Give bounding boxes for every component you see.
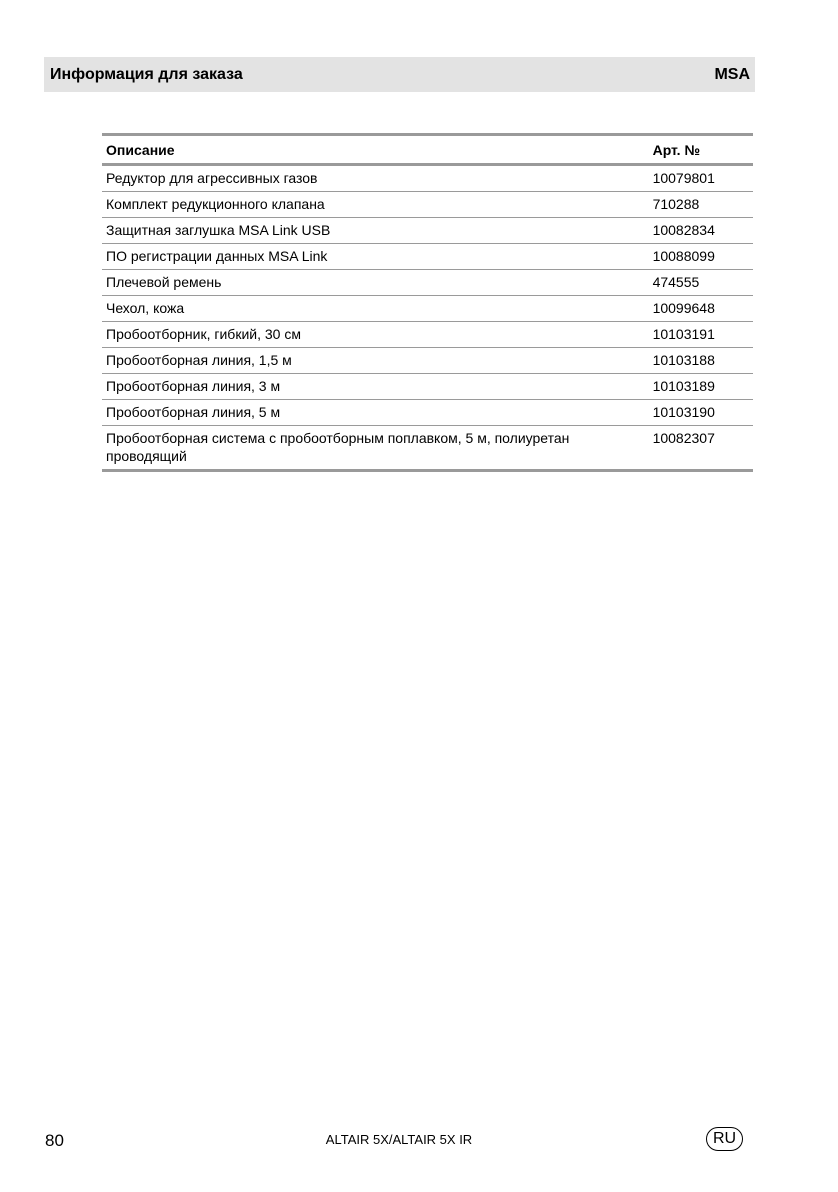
brand-label: MSA (714, 66, 750, 83)
table-row (102, 348, 753, 374)
cell-article: 474555 (652, 274, 700, 290)
table-row (102, 270, 753, 296)
cell-article: 710288 (652, 196, 700, 212)
cell-article: 10082834 (652, 222, 715, 238)
cell-description: Комплект редукционного клапана (106, 196, 325, 212)
table-row (102, 192, 753, 218)
cell-article: 10088099 (652, 248, 715, 264)
table-header (102, 135, 753, 165)
table-row (102, 218, 753, 244)
cell-description: Чехол, кожа (106, 300, 185, 316)
cell-description: Пробоотборная линия, 1,5 м (106, 352, 292, 368)
section-header (44, 57, 755, 92)
page-number: 80 (45, 1131, 64, 1150)
column-header-description: Описание (106, 142, 175, 158)
table-row (102, 374, 753, 400)
cell-description: Плечевой ремень (106, 274, 222, 290)
product-model: ALTAIR 5X/ALTAIR 5X IR (325, 1132, 473, 1147)
cell-article: 10082307 (652, 430, 715, 446)
table-row (102, 165, 753, 192)
order-table (102, 133, 753, 472)
cell-article: 10103191 (652, 326, 715, 342)
table-header-row (102, 135, 753, 165)
cell-article: 10103190 (652, 404, 715, 420)
table-body (102, 165, 753, 471)
section-title: Информация для заказа (50, 66, 243, 83)
cell-article: 10079801 (652, 170, 715, 186)
table-row (102, 244, 753, 270)
cell-description: Пробоотборник, гибкий, 30 см (106, 326, 301, 342)
cell-description: Пробоотборная система с пробоотборным поплавком, 5 м, полиуретан проводящий (106, 430, 570, 464)
table-row (102, 426, 753, 471)
cell-article: 10103189 (652, 378, 715, 394)
cell-article: 10099648 (652, 300, 715, 316)
cell-description: Пробоотборная линия, 5 м (106, 404, 281, 420)
cell-article: 10103188 (652, 352, 715, 368)
table-row (102, 322, 753, 348)
cell-description: ПО регистрации данных MSA Link (106, 248, 328, 264)
cell-description: Пробоотборная линия, 3 м (106, 378, 281, 394)
table-row (102, 296, 753, 322)
cell-description: Защитная заглушка MSA Link USB (106, 222, 331, 238)
column-header-article: Арт. № (652, 142, 701, 158)
table-row (102, 400, 753, 426)
cell-description: Редуктор для агрессивных газов (106, 170, 318, 186)
language-badge: RU (706, 1127, 743, 1151)
